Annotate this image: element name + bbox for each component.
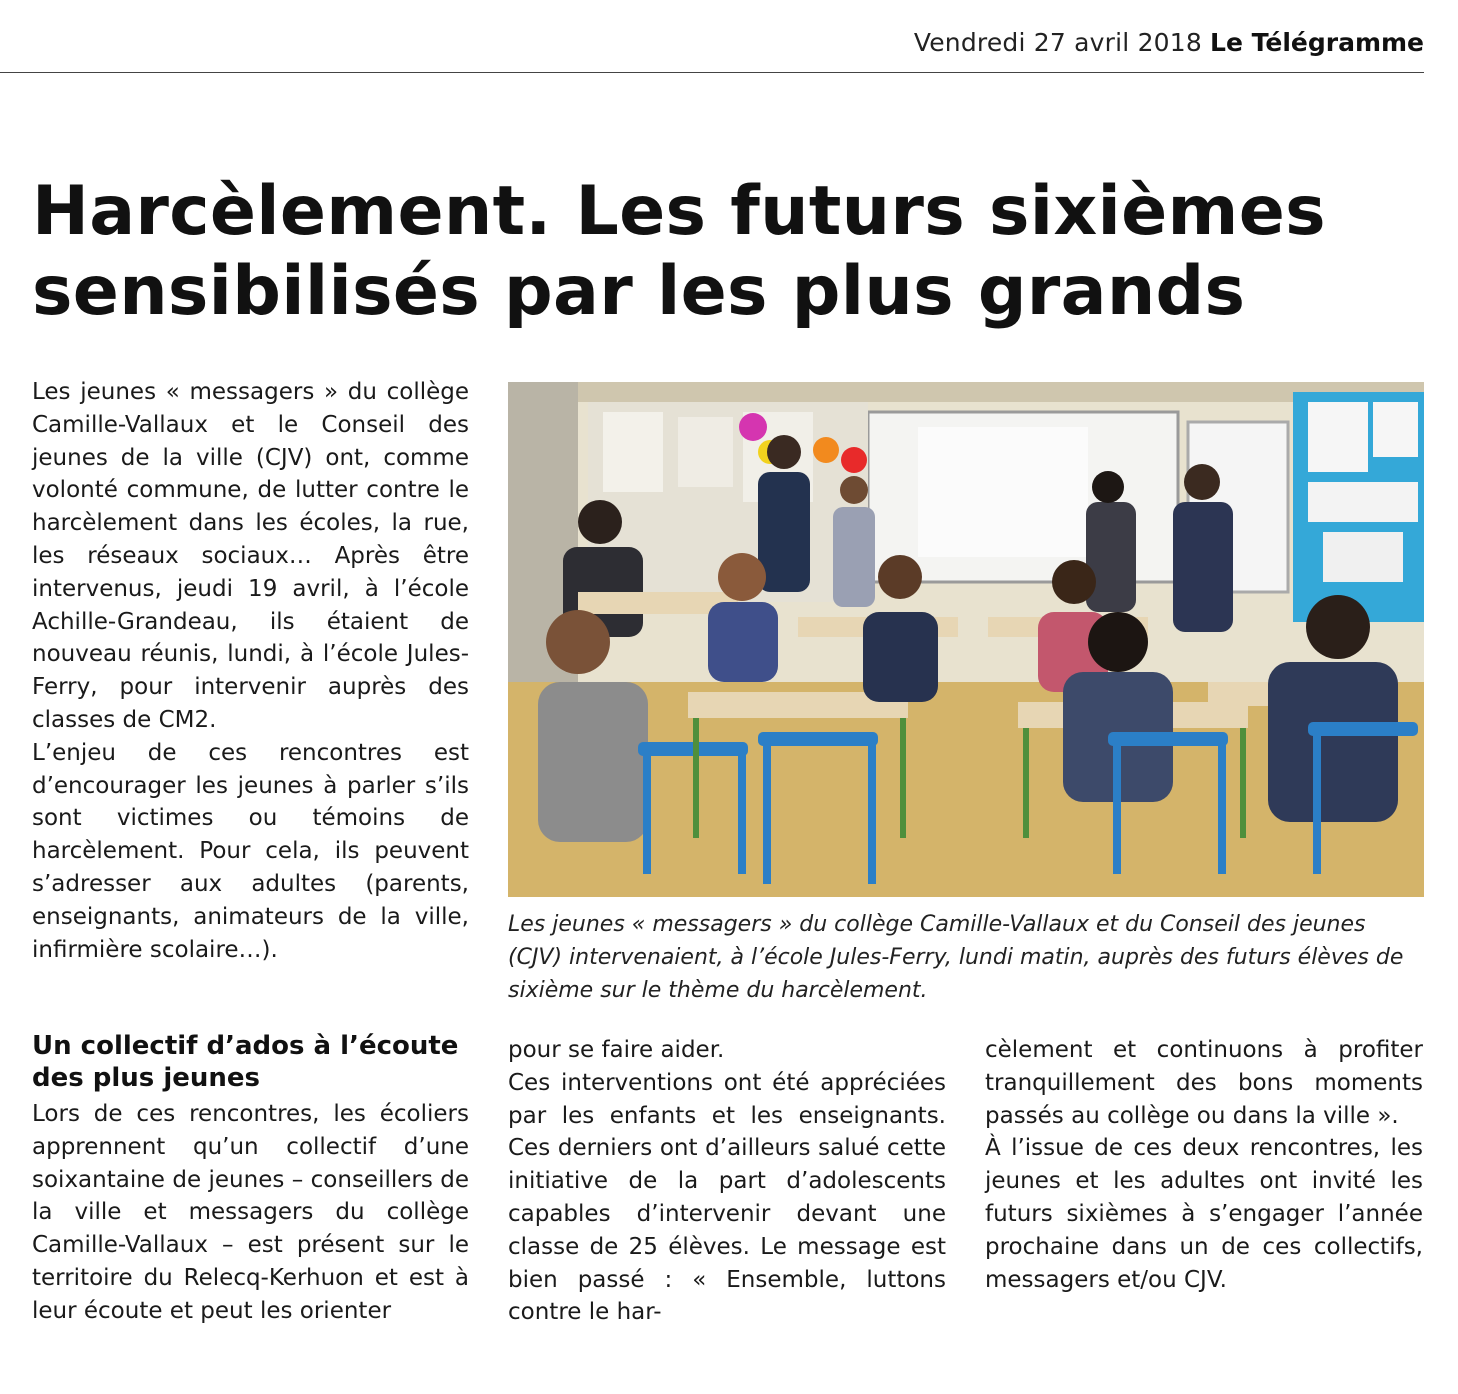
page-header bbox=[0, 0, 1424, 73]
intro-paragraph-1: Les jeunes « messagers » du collège Camille-Vallaux et le Conseil des jeunes de la ville (CJV) ont, comme volonté commune, de lutter contre le harcèlement dans les écoles, la rue, les réseaux sociaux… Après être intervenus, jeudi 19 avril, à l’école Achille-Grandeau, ils étaient de nouveau réunis, lundi, à l’école Jules-Ferry, pour intervenir auprès des classes de CM2. bbox=[32, 379, 469, 733]
section-paragraph-3b: À l’issue de ces deux rencontres, les jeunes et les adultes ont invité les futurs sixièmes à s’engager l’année prochaine dans un de ces collectifs, messagers et/ou CJV. bbox=[985, 1135, 1423, 1293]
headline-line-2: sensibilisés par les plus grands bbox=[32, 252, 1246, 331]
classroom-photo-illustration bbox=[508, 382, 1424, 897]
intro-column bbox=[32, 376, 469, 966]
headline-line-1: Harcèlement. Les futurs sixièmes bbox=[32, 172, 1326, 251]
section-column-2 bbox=[508, 1034, 946, 1329]
section-paragraph-3a: cèlement et continuons à profiter tranquillement des bons moments passés au collège ou dans la ville ». bbox=[985, 1037, 1423, 1129]
section-column-3 bbox=[985, 1034, 1423, 1296]
issue-date: Vendredi 27 avril 2018 bbox=[913, 28, 1202, 57]
section-paragraph-2a: pour se faire aider. bbox=[508, 1037, 725, 1063]
article-headline bbox=[32, 172, 1422, 332]
photo-caption: Les jeunes « messagers » du collège Camille-Vallaux et du Conseil des jeunes (CJV) intervenaient, à l’école Jules-Ferry, lundi matin, auprès des futurs élèves de sixième sur le thème du harcèlement. bbox=[508, 912, 1404, 1003]
article-photo bbox=[508, 382, 1424, 897]
newspaper-name: Le Télégramme bbox=[1210, 28, 1424, 57]
section-column-1 bbox=[32, 1098, 469, 1328]
section-subheading: Un collectif d’ados à l’écoute des plus jeunes bbox=[32, 1031, 459, 1093]
section-paragraph-1: Lors de ces rencontres, les écoliers apprennent qu’un collectif d’une soixantaine de jeunes – conseillers de la ville et messagers du collège Camille-Vallaux – est présent sur le territoire du Relecq-Kerhuon et est à leur écoute et peut les orienter bbox=[32, 1101, 469, 1324]
intro-paragraph-2: L’enjeu de ces rencontres est d’encourager les jeunes à parler s’ils sont victimes ou témoins de harcèlement. Pour cela, ils peuvent s’adresser aux adultes (parents, enseignants, animateurs de la ville, infirmière scolaire…). bbox=[32, 739, 469, 963]
section-paragraph-2b: Ces interventions ont été appréciées par les enfants et les enseignants. Ces derniers ont d’ailleurs salué cette initiative de la part d’adolescents capables d’intervenir devant une classe de 25 élèves. Le message est bien passé : « Ensemble, luttons contre le har- bbox=[508, 1069, 946, 1326]
